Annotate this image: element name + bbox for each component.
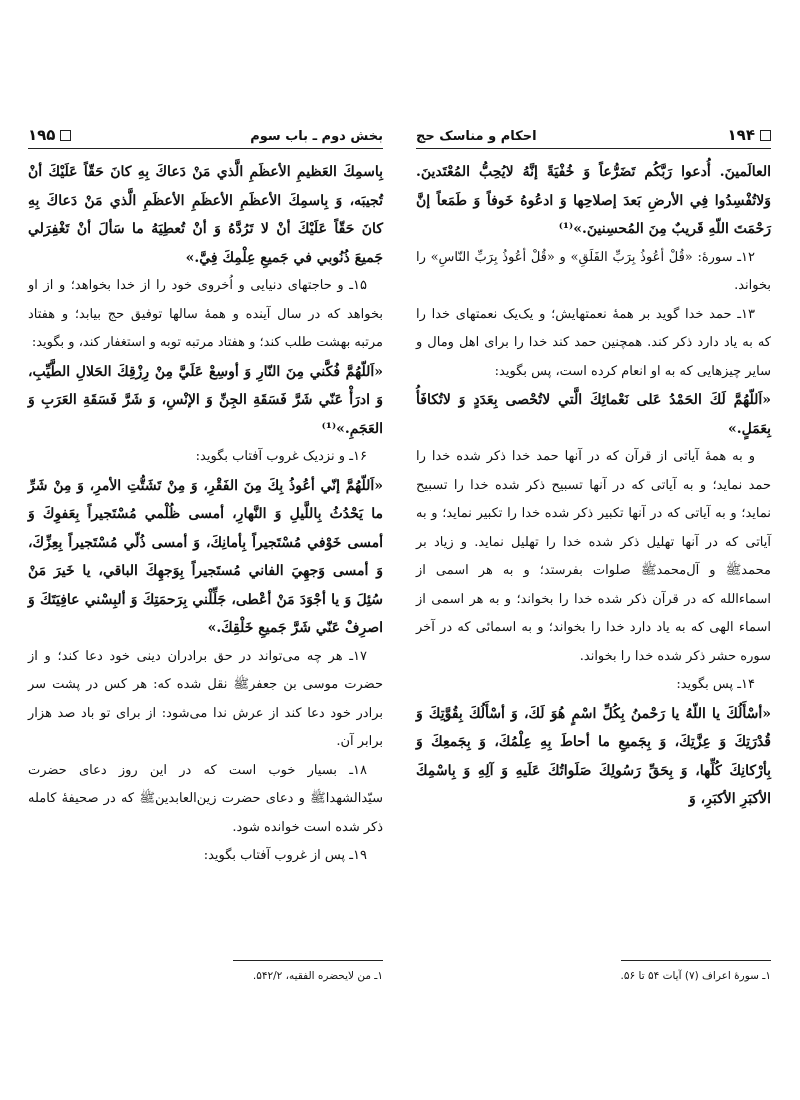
paragraph: العالَمينَ. أُدعوا رَبَّكُم تَضَرُّعاً وَ خُفْيَةً إنَّهُ لايُحِبُّ المُعْتَدينَ. وَلاتُفْسِدُوا فِي الأرضِ بَعدَ إصلاحِها وَ ادعُوهُ خَوفاً وَ طَمَعاً إنَّ رَحْمَتَ اللّهِ قَريبٌ مِنَ المُحسِنينَ.»⁽¹⁾ <box>416 164 771 237</box>
paragraph: و به همهٔ آیاتی از قرآن که در آنها حمد خدا ذکر شده خدا را حمد نماید؛ و به آیاتی که در آنها تسبیح ذکر شده خدا را تسبیح نماید؛ و به آیاتی که در آنها تکبیر ذکر شده خدا را تکبیر نماید؛ و به آیاتی که در آنها تهلیل ذکر شده خدا را تهلیل نماید. و زیاد بر محمدﷺ و آل‌محمدﷺ صلوات بفرستد؛ و به هر اسمی از اسماءالله که در قرآن ذکر شده خدا را بخواند؛ و به هر اسمی از اسماء الهی که به یاد دارد خدا را بخواند؛ و به اسمائی که در آخر سوره حشر ذکر شده خدا را بخواند. <box>416 449 771 664</box>
page-number: ۱۹۴ <box>727 126 755 144</box>
page-number: ۱۹۵ <box>28 126 56 144</box>
page-marker-square-icon <box>60 130 71 141</box>
paragraph: بِاسمِكَ العَظيمِ الأعظَمِ الَّذي مَنْ دَعاكَ بِهِ كانَ حَقّاً عَلَيْكَ أنْ تُجيبَه، وَ بِاسمِكَ الأعظَمِ الأعظَمِ الأعظَمِ الَّذي مَنْ دَعاكَ بِهِ كانَ حَقّاً عَلَيْكَ أنْ لا تَرُدَّهُ وَ أنْ تُعطِيَهُ ما سَألَ أنْ تَغْفِرَلي جَميعَ ذُنُوبي في جَميعِ عِلْمِكَ فِيَّ.» <box>28 164 383 266</box>
footnote-divider <box>621 960 771 961</box>
paragraph: ۱۹ـ پس از غروب آفتاب بگوید: <box>203 848 367 863</box>
paragraph: ۱۴ـ پس بگوید: <box>676 677 755 692</box>
page-number-block <box>728 126 771 144</box>
paragraph: ۱۵ـ و حاجتهای دنیایی و اُخروی خود را از خدا بخواهد؛ و از او بخواهد که در سال آینده و همهٔ سالها توفیق حج بیابد؛ و هفتاد مرتبه بهشت طلب کند؛ و هفتاد مرتبه توبه و استغفار کند، و بگوید: <box>28 278 383 350</box>
header-title: احکام و مناسک حج <box>416 129 537 144</box>
footnote-divider <box>233 960 383 961</box>
paragraph: «أسْأَلُكَ يا اللّهُ يا رَحْمنُ بِكُلِّ اسْمٍ هُوَ لَكَ، وَ أسْأَلُكَ بِقُوَّتِكَ وَ قُدْرَتِكَ وَ عِزَّتِكَ، وَ بِجَميعِ ما أحاطَ بِهِ عِلْمُكَ، وَ بِجَمعِكَ وَ بِأرْكانِكَ كُلِّها، وَ بِحَقِّ رَسُولِكَ صَلَواتُكَ عَلَيهِ وَ آلِهِ وَ بِاسْمِكَ الأكبَرِ الأكبَرِ، وَ <box>416 705 771 807</box>
footnote: ۱ـ سورهٔ اعراف (۷) آیات ۵۴ تا ۵۶. <box>620 970 771 982</box>
page-marker-square-icon <box>760 130 771 141</box>
page-number-block <box>28 126 71 144</box>
paragraph: ۱۳ـ حمد خدا گوید بر همهٔ نعمتهایش؛ و یک‌یک نعمتهای خدا را که به یاد دارد ذکر کند. همچنین حمد کند خدا را برای اهل ومال و سایر چیزهایی که به او انعام کرده است، پس بگوید: <box>416 306 771 379</box>
paragraph: «اَللّهُمَّ لَكَ الحَمْدُ عَلى نَعْمائِكَ الَّتي لاتُحْصى بِعَدَدٍ وَ لاتُكافَأُ بِعَمَلٍ.» <box>416 392 771 437</box>
page-body <box>28 158 383 871</box>
paragraph: ۱۷ـ هر چه می‌تواند در حق برادران دینی خود دعا کند؛ و از حضرت موسی بن جعفرﷺ نقل شده که: هر کس در پشت سر برادر خود دعا کند از عرش ندا می‌شود: از برای تو باد صد هزار برابر آن. <box>28 648 383 749</box>
page-body <box>416 158 771 814</box>
page-header <box>28 118 383 149</box>
left-page <box>28 118 383 998</box>
right-page <box>416 118 771 998</box>
paragraph: ۱۸ـ بسیار خوب است که در این روز دعای حضرت سیّدالشهداﷺ و دعای حضرت زین‌العابدینﷺ که در صحیفهٔ کامله ذکر شده است خوانده شود. <box>28 762 383 835</box>
header-title: بخش دوم ـ باب سوم <box>250 129 383 144</box>
paragraph: «اَللّهُمَّ فُكَّني مِنَ النّارِ وَ أوسِعْ عَلَيَّ مِنْ رِزْقِكَ الحَلالِ الطَّيِّبِ، وَ ادرَأْ عَنّي شَرَّ فَسَقَةِ الجِنِّ وَ الإنْسِ، وَ شَرَّ فَسَقَةِ العَرَبِ وَ العَجَمِ.»⁽¹⁾ <box>28 363 383 437</box>
page-header <box>416 118 771 149</box>
paragraph: ۱۶ـ و نزدیک غروب آفتاب بگوید: <box>195 449 367 464</box>
footnote: ۱ـ من لایحضره الفقیه، ۵۴۲/۲. <box>252 970 383 982</box>
paragraph: ۱۲ـ سورهٔ: «قُلْ أعُوذُ بِرَبِّ الفَلَقِ» و «قُلْ أعُوذُ بِرَبِّ النّاسِ» را بخواند. <box>416 249 771 293</box>
paragraph: «اَللّهُمَّ إنّي أعُوذُ بِكَ مِنَ الفَقْرِ، وَ مِنْ تَشَتُّتِ الأمرِ، وَ مِنْ شَرِّ ما يَحْدُثُ بِاللَّيلِ وَ النَّهارِ، أمسى ظُلْمي مُسْتَجيراً بِعَفوِكَ وَ أمسى خَوْفي مُسْتَجيراً بِأمانِكَ، وَ أمسى ذُلّي مُسْتَجيراً بِعِزِّكَ، وَ أمسى وَجهِيَ الفاني مُستَجيراً بِوَجهِكَ الباقي، يا خَيرَ مَنْ سُئِلَ وَ يا أجْوَدَ مَنْ أعْطى، جَلِّلْني بِرَحمَتِكَ وَ ألبِسْني عافِيَتَكَ وَ اصرِفْ عَنّي شَرَّ جَميعِ خَلْقِكَ.» <box>28 477 383 636</box>
